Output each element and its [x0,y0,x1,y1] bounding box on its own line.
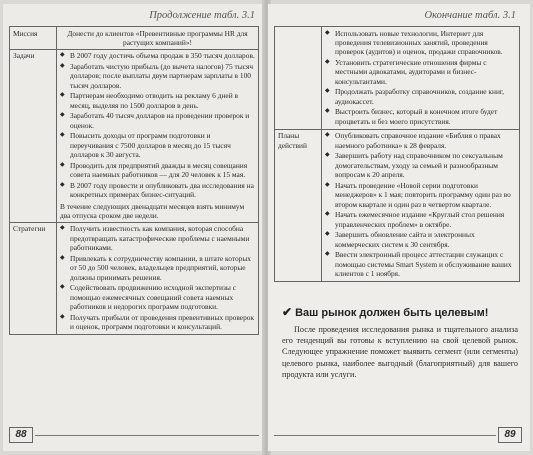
table-left [9,26,259,335]
page-number-right: 89 [498,427,522,443]
list-item: ◆ Заработать чистую прибыль (до вычета налогов) 75 тысяч долларов; после выплаты двум партнерам зарплаты в 100 тысяч долларов. [60,62,255,90]
row-label: Планы действий [275,129,322,281]
list-item: ◆ Начать проведение «Новой серии подготовки менеджеров» к 1 мая; повторить программу один раз во втором квартале и один раз в четвертом квартале. [325,181,516,209]
running-head-left: Продолжение табл. 3.1 [149,10,255,21]
list-item: ◆ Партнерам необходимо отводить на рекламу 6 дней в месяц, выделяя по 1500 долларов в день. [60,91,255,110]
list-item: ◆ Содействовать продвижению исходной экспертизы с помощью ежемесячных совещаний совета наемных работников и недорогих программ подготовки. [60,283,255,311]
footer-rule [35,435,259,436]
list-item: ◆ Привлекать к сотрудничеству компании, в штате которых от 50 до 500 человек, владельцев предприятий, которые должны принимать решения. [60,254,255,282]
section-title [282,305,488,319]
footer-rule [274,435,496,436]
bullet-list [325,29,516,127]
list-item: ◆ Завершить работу над справочником по сексуальным домогательствам, уходу за семьей и разнообразным вопросам к 20 апреля. [325,151,516,179]
table-right [274,26,520,282]
row-label [275,27,322,130]
table-row [10,49,259,222]
list-item: ◆ Получить известность как компания, которая способна предотвращать катастрофические проблемы с наемными работниками. [60,224,255,252]
list-item: ◆ Продолжать разработку справочников, создание книг, аудиокассет. [325,87,516,106]
right-page [268,4,530,451]
list-item: ◆ Выстроить бизнес, который в конечном итоге будет процветать и без моего присутствия. [325,107,516,126]
row-label: Задачи [10,49,57,222]
table-row [275,27,520,130]
strategies-cont-cell [322,27,520,130]
list-item: ◆ Проводить для предприятий дважды в месяц совещания совета наемных работников — для 20 человек к 15 мая. [60,161,255,180]
checkmark-icon: ✔ [282,305,293,319]
list-item: ◆ В 2007 году достичь объема продаж в 350 тысяч долларов. [60,51,255,60]
list-item: ◆ Завершить обновление сайта и электронных коммерческих систем к 30 сентября. [325,230,516,249]
table-row [275,129,520,281]
strategies-cell [57,222,259,334]
list-item: ◆ Повысить доходы от программ подготовки и переучивания с 7500 долларов в месяц до 15 тысяч долларов к 30 августа. [60,131,255,159]
note-text: В течение следующих двенадцати месяцев взять минимум два отпуска сроком две недели. [60,201,245,220]
table-row [10,27,259,50]
bullet-list [60,51,255,199]
list-item: ◆ Заработать 40 тысяч долларов на проведении проверок и оценок. [60,111,255,130]
table-row [10,222,259,334]
list-item: ◆ В 2007 году провести и опубликовать два исследования на конкретных примерах бизнес-ситуаций. [60,181,255,200]
page-number-left: 88 [9,427,33,443]
list-item: ◆ Начать ежемесячное издание «Круглый стол решения управленческих проблем» в октябре. [325,210,516,229]
left-page [3,4,265,451]
mission-text: Донести до клиентов «Превентивные программы HR для растущих компаний»! [57,27,259,50]
list-item: ◆ Использовать новые технологии, Интернет для проведения телевизионных занятий, проведения проверок (аудитов) и оценок, продажи справочников. [325,29,516,57]
body-paragraph: После проведения исследования рынка и тщательного анализа его тенденций вы готовы к вступлению на свой целевой рынок. Следующее упражнение поможет выявить сегмент (или сегменты) целевого рынка, наиболее выгодный (благоприятный) для вашего продукта или услуги. [282,325,518,379]
action-plans-cell [322,129,520,281]
bullet-list [325,131,516,278]
row-label: Миссия [10,27,57,50]
section-title-text: Ваш рынок должен быть целевым! [295,307,489,319]
bullet-list [60,224,255,331]
list-item: ◆ Получать прибыли от проведения превентивных проверок и оценок, программ подготовки и консультаций. [60,313,255,332]
row-label: Стратегии [10,222,57,334]
running-head-right: Окончание табл. 3.1 [424,10,516,21]
list-item: ◆ Опубликовать справочное издание «Библия о правах наемного работника» к 28 февраля. [325,131,516,150]
list-item: ◆ Ввести электронный процесс аттестации служащих с помощью системы Smart System и обслуживание ваших клиентов с 1 ноября. [325,250,516,278]
list-item: ◆ Установить стратегические отношения фирмы с местными адвокатами, аудиторами и бизнес-консультантами. [325,58,516,86]
tasks-cell [57,49,259,222]
